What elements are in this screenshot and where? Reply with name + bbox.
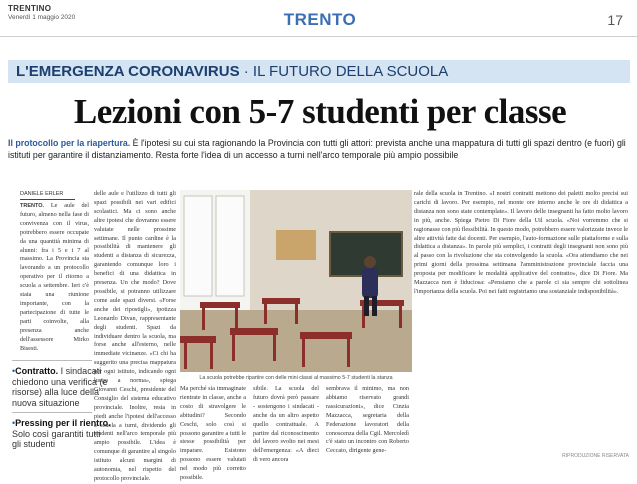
article-column-5: sembrava il minimo, ma non abbiamo riservato grandi rassicurazioni», dice Cinzia Mazzacca, segretaria della Federazione lavoratori della conoscenza della Cgil. Mercoledì c'è stato un incontro con Roberto Ceccato, dirigente gene- (326, 385, 409, 455)
page-number: 17 (607, 12, 623, 28)
article-column-4: sibile. La scuola del futuro dovrà però passare - sostengono i sindacati - anche da un altro aspetto quello contrattuale. A partire dal riconoscimento del lavoro svolto nei mesi dell'emergenza: «A dieci di vero ancora (253, 385, 319, 464)
dateline: TRENTO. (20, 203, 45, 209)
issue-date: Venerdì 1 maggio 2020 (8, 14, 76, 21)
byline: DANIELE ERLER (20, 191, 75, 200)
summary-text: È l'ipotesi su cui sta ragionando la Provincia con tutti gli attori: prevista anche una mappatura di tutti gli spazi dentro (e fuori) gli istituti per garantire il distanziamento. Resta forte l'idea di un accesso a turni nell'arco temporale più ampio possibile (8, 138, 626, 160)
banner-sub: IL FUTURO DELLA SCUOLA (252, 63, 449, 80)
bullet-icon: • (12, 418, 16, 428)
sidebar-heading: Pressing per il rientro. (15, 418, 111, 428)
headline: Lezioni con 5-7 studenti per classe (73, 92, 567, 131)
article-column-2: delle aule e l'utilizzo di tutti gli spazi possibili nei vari edifici scolastici. Ma ci sono anche altre ipotesi che dovranno essere valutate nelle prossime settimane. Il punto cardine è la possibilità di mantenere gli studenti a distanza di sicurezza, garantendo comunque loro i benefici di una didattica in presenza. Un che modo? Dove possibile, si potranno utilizzare come aule spazi diversi. «Forse anche dei ripostigli», ipotizza Leonardo Divan, rappresentante degli studenti. Spazi da individuare dentro la scuola, ma forse anche all'esterno, nelle immediate vicinanze. «Ci chi ha suggerito una precisa mappatura per ogni istituto, indicando ogni luogo a norma», spiega Giovanni Ceschi, presidente del Consiglio del sistema educativo provinciale. Inoltre, resta in piedi anche l'ipotesi dell'accesso a scuola a turni, dividendo gli studenti nell'arco temporale più ampio possibile. L'idea è comunque di garantire al singolo istituto alcuni margini di autonomia, nel rispetto del protocollo provinciale. (94, 190, 176, 482)
sidebar-heading: Contratto. (15, 366, 59, 376)
article-column-1 (20, 202, 89, 354)
bullet-icon: • (12, 366, 16, 376)
masthead (8, 4, 75, 21)
summary-lead: Il protocollo per la riapertura. (8, 138, 131, 148)
article-column-3: Ma perché sia immaginate rientrate in classe, anche a costo di stravolgere le abitudini? Secondo Ceschi, solo così si possono garantire a tutti le stesse possibilità per imparare. Esistono possono essere valutati nel modo più corretto possibile. (180, 385, 246, 482)
classroom-photo (180, 190, 412, 372)
banner-separator: · (243, 63, 253, 80)
sidebar-divider (12, 412, 92, 413)
article-summary (8, 137, 630, 161)
classroom-illustration (180, 190, 412, 372)
banner-main: L'EMERGENZA CORONAVIRUS (16, 63, 240, 80)
copyright-note: RIPRODUZIONE RISERVATA (562, 453, 629, 459)
column-1-text: Le aule del futuro, almeno nella fase di convivenza con il virus, potrebbero essere occupate da una quantità minima di alunni: fra i 5 e i 7 al massimo. La Provincia sta lavorando a un protocollo operativo per il ritorno a scuola a settembre. Ieri c'è stata una riunione importante, con la partecipazione di tutte le parti coinvolte, alla presenza anche dell'assessore Mirko Bisesti. (20, 202, 90, 352)
topic-banner (8, 60, 630, 83)
newspaper-name: TRENTINO (8, 4, 52, 13)
section-title: TRENTO (283, 10, 357, 29)
header-divider (0, 36, 637, 37)
sidebar-divider (12, 360, 92, 361)
article-column-6: rale della scuola in Trentino. «I nostri contratti mettono dei paletti molto precisi sui carichi di lavoro. Per esempio, nel monte ore interno anche le ore di didattica a distanza non sono state contemplate». Il lavoro delle insegnanti ha fatto molto lavoro in più, anche. Spiega Pietro Di Fiore della Uil scuola. «Noi vorremmo che si ragionasse con più flessibilità. In questo modo, potrebbero essere valorizzate invece le altre attività fatte dai docenti. Per esempio, l'auto-formazione sulle piattaforme e sulla didattica a distanza». In parole più semplici, i contratti degli insegnanti non sono più al passo con la rivoluzione che sta coinvolgendo la scuola. «Ora attendiamo che nei primi giorni della prossima settimana l'amministrazione provinciale faccia una proposta per modificare le modalità applicative del contratto», dice Di Fiore. Ma Mazzacca non è fiduciosa: «Pensiamo che a parole ci sia sempre chi sottolinea l'importanza della scuola. Poi nei fatti registriamo una sostanziale indisponibilità». (414, 190, 628, 295)
sidebar-text: Solo così garantiti tutti gli studenti (12, 428, 101, 449)
photo-caption: La scuola potrebbe ripartire con delle mini classi al massimo 5-7 studenti la stanza (199, 375, 393, 381)
sidebar-text: I sindacati chiedono una verifica (e risorse) alla luce della nuova situazione (12, 366, 108, 408)
